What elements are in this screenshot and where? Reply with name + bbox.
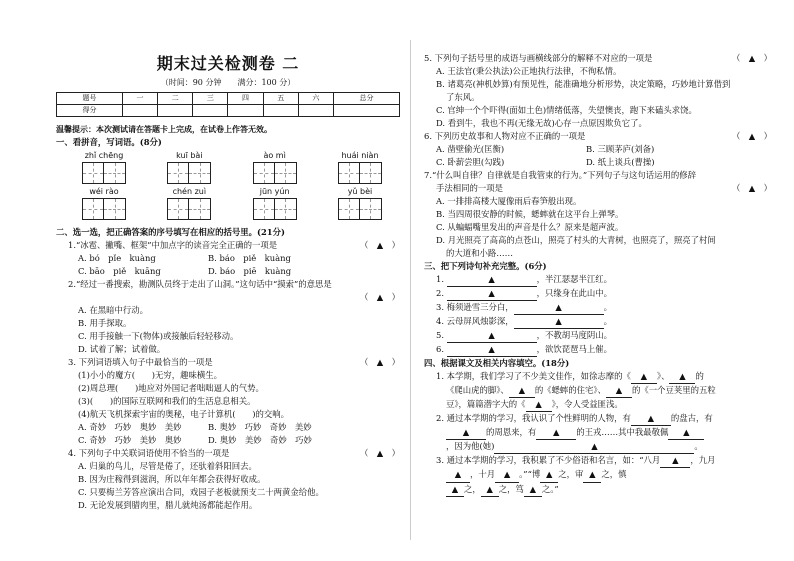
answer-slot[interactable]: （ ▲ ） (732, 183, 772, 194)
blank-input[interactable]: ▲ (540, 468, 558, 482)
fill-text: 2. 通过本学期的学习，我认识了个性鲜明的人物，有 (436, 413, 631, 424)
answer-slot[interactable]: （ ▲ ） (732, 131, 772, 142)
option[interactable]: A. 王法官(秉公执法)公正地执行法律，不徇私情。 (436, 66, 622, 77)
question-5 (424, 52, 772, 65)
fill-text: 。”“博 (519, 469, 541, 480)
sub-question: (4)航天飞机探索宇宙的奥秘，电子计算机( )的交响。 (78, 409, 290, 420)
pinyin-row-1 (72, 150, 392, 184)
fill-line: ，因为他(她) ▲ 。 (424, 440, 772, 454)
poem-line: 2. ▲ ，只缘身在此山中。 (424, 287, 772, 301)
option[interactable]: D. báo piē kuàng (208, 266, 292, 277)
pinyin-text: yǔ bèi (347, 187, 373, 196)
blank-input[interactable]: ▲ (631, 370, 657, 384)
option-continued: 了东风。 (446, 92, 480, 103)
poem-line: 1. ▲ ，半江瑟瑟半江红。 (424, 273, 772, 287)
option[interactable]: A. 奇妙 巧妙 奥妙 美妙 (78, 422, 182, 433)
fill-text: 1. 本学期，我们学习了不少美文佳作，如徐志摩的《 (436, 371, 631, 382)
score-header: 题号 (57, 93, 123, 105)
blank-input[interactable]: ▲ (494, 440, 694, 454)
pinyin-box (328, 150, 392, 184)
fill-text: 的周恩来，有 (486, 427, 537, 438)
option[interactable]: A. bó pǐe kuàng (78, 253, 156, 264)
score-header: 一 (122, 93, 157, 105)
option[interactable]: C. 只要梅兰芳答应演出合同，戏园子老板就预支二十两黄金给他。 (78, 487, 324, 498)
score-header: 五 (263, 93, 298, 105)
options-row (424, 143, 772, 156)
option[interactable]: D. 纸上谈兵(曹操) (586, 157, 655, 168)
options-row (56, 421, 400, 434)
fill-line (424, 370, 772, 384)
fill-text: 豆》，篇篇潜字大的《 (446, 399, 526, 410)
blank-input[interactable]: ▲ (514, 301, 604, 315)
pinyin-row-2 (72, 186, 392, 220)
fill-line (424, 412, 772, 426)
blank-input[interactable]: ▲ (526, 398, 552, 412)
options-row (56, 265, 400, 278)
fill-line (424, 468, 772, 482)
score-header: 二 (158, 93, 193, 105)
options-row (56, 434, 400, 447)
score-label: 得分 (57, 104, 123, 116)
poem-text: 4. 云母屏风烛影深， (436, 316, 514, 327)
writing-cell[interactable] (338, 198, 360, 220)
tip-text: 温馨提示：本次测试请在答题卡上完成，在试卷上作答无效。 (56, 124, 272, 134)
option[interactable]: D. 月光照亮了高高的点苍山，照亮了村头的大青树，也照亮了，照亮了村间 (436, 235, 716, 246)
blank-input[interactable]: ▲ (446, 468, 470, 482)
writing-cell[interactable] (338, 162, 360, 184)
fill-text: 的 (695, 371, 704, 382)
option[interactable]: B. 三顾茅庐(刘备) (586, 144, 655, 155)
section-2-title: 二、选一选，把正确答案的序号填写在相应的括号里。(21分) (56, 227, 285, 237)
option[interactable]: B. 奥妙 巧妙 奇妙 美妙 (208, 422, 312, 433)
question-text: 5. 下列句子括号里的成语与画横线部分的解释不对应的一项是 (424, 53, 653, 63)
option[interactable]: C. 奇妙 巧妙 美妙 奥妙 (78, 435, 182, 446)
question-1 (56, 239, 400, 252)
option[interactable]: C. 从蝙蝠嘴里发出的声音是什么？原来是超声波。 (436, 222, 624, 233)
sub-question: (2)周总理( )地应对外国记者咄咄逼人的气势。 (78, 383, 264, 394)
blank-input[interactable]: ▲ (631, 412, 671, 426)
option[interactable]: B. 因为庄稼得到滋润，所以年年都会获得好收成。 (78, 474, 266, 485)
score-cell[interactable] (263, 104, 298, 116)
left-column (56, 0, 400, 561)
poem-text: ，不教胡马度阴山。 (536, 330, 613, 341)
pinyin-box (72, 186, 136, 220)
blank-input[interactable]: ▲ (447, 343, 537, 357)
blank-input[interactable]: ▲ (447, 329, 537, 343)
fill-text: 之。” (541, 483, 559, 494)
option[interactable]: B. 诸葛亮(神机妙算)有预见性，能准确地分析形势，决定策略，巧妙地计算借到 (436, 79, 731, 90)
question-7: 7.“什么叫自律？自律就是自我管束的行为。”下列句子与这句话运用的修辞 (424, 170, 696, 181)
column-divider (410, 40, 411, 540)
option-continued: 的大道和小路…… (446, 248, 513, 259)
poem-text: 3. 梅须逊雪三分白， (436, 302, 514, 313)
fill-line (424, 384, 772, 398)
writing-cell[interactable] (253, 198, 275, 220)
blank-input[interactable]: ▲ (446, 426, 486, 440)
page-title: 期末过关检测卷 二 (156, 54, 300, 73)
option[interactable]: B. báo piě kuàng (208, 253, 291, 264)
blank-input[interactable]: ▲ (669, 370, 695, 384)
writing-cell[interactable] (189, 198, 211, 220)
fill-text: 3. 通过本学期的学习，我积累了不少俗语和名言，如：“八月 (436, 455, 661, 466)
sub-question: (3)( )的国际互联网和我们的生活息息相关。 (78, 396, 256, 407)
fill-text: ，因为他(她) (446, 441, 495, 452)
pinyin-text: kuī bài (176, 151, 203, 160)
question-text: 4. 下列句子中关联词语使用不恰当的一项是 (68, 448, 230, 459)
question-2: 2.“经过一番搜索，勘测队员终于走出了山洞。”这句话中“摸索”的意思是 (68, 279, 332, 290)
question-4 (56, 447, 400, 460)
option[interactable]: D. 奥妙 美妙 奇妙 巧妙 (208, 435, 312, 446)
question-6 (424, 130, 772, 143)
pinyin-text: wéi rào (89, 187, 119, 196)
writing-cell[interactable] (189, 162, 211, 184)
fill-text: 之，慎 (601, 469, 627, 480)
writing-cell[interactable] (82, 162, 104, 184)
fill-text: 《爬山虎的脚》、 (446, 385, 509, 396)
option[interactable]: A. 归巢的鸟儿，尽管是倦了，还驮着斜阳回去。 (78, 461, 257, 472)
fill-line (424, 483, 772, 497)
fill-text: ，九月 (690, 455, 716, 466)
pinyin-box (157, 150, 221, 184)
writing-cell[interactable] (275, 198, 297, 220)
fill-text: 之， (464, 483, 481, 494)
poem-text: ，欲饮琵琶马上催。 (536, 344, 613, 355)
option[interactable]: C. 官绅一个个吓得(面如土色)情绪低落，失望懊丧，跑下来磕头求饶。 (436, 105, 697, 116)
pinyin-box (72, 150, 136, 184)
fill-text: 的《蟋蟀的住宅》、 (534, 385, 606, 396)
score-cell[interactable] (333, 104, 399, 116)
poem-line: 5. ▲ ，不教胡马度阴山。 (424, 329, 772, 343)
pinyin-text: huái niàn (341, 151, 379, 160)
writing-cell[interactable] (360, 162, 382, 184)
fill-text: 之，审 (558, 469, 584, 480)
fill-text: 的盘古，有 (670, 413, 713, 424)
fill-text: 的王戎……其中我最敬佩 (576, 427, 669, 438)
question-7-cont (424, 182, 772, 195)
option[interactable]: C. 用手接触一下(物体)或接触后轻轻移动。 (78, 331, 239, 342)
option[interactable]: A. 凿壁偷光(匡衡) (436, 144, 505, 155)
blank-input[interactable]: ▲ (524, 483, 542, 497)
option[interactable]: D. 看到牛，我也不再(无缘无故)心存一点原因欺负它了。 (436, 118, 647, 129)
option[interactable]: B. 当四周很安静的时候，蟋蟀就在这平台上弹琴。 (436, 209, 624, 220)
blank-input[interactable]: ▲ (536, 426, 576, 440)
fill-line (424, 398, 772, 412)
blank-input[interactable]: ▲ (509, 384, 535, 398)
answer-slot[interactable]: （ ▲ ） (360, 292, 400, 303)
poem-line: 3. 梅须逊雪三分白， ▲ 。 (424, 301, 772, 315)
section-2 (56, 226, 400, 512)
option[interactable]: D. 试着了解；试着做。 (78, 344, 166, 355)
section-1-title: 一、看拼音，写词语。(8分) (56, 137, 162, 147)
fill-text: ，十月 (470, 469, 496, 480)
option[interactable]: B. 用手探取。 (78, 318, 132, 329)
option[interactable]: A. 一排排高楼大厦像雨后春笋般出现。 (436, 196, 582, 207)
blank-input[interactable]: ▲ (514, 315, 604, 329)
fill-line (424, 454, 772, 468)
score-cell[interactable] (193, 104, 228, 116)
blank-input[interactable]: ▲ (660, 454, 690, 468)
writing-cell[interactable] (82, 198, 104, 220)
score-cell[interactable] (298, 104, 333, 116)
blank-input[interactable]: ▲ (668, 426, 704, 440)
question-text: 6. 下列历史故事和人物对应不正确的一项是 (424, 131, 586, 142)
score-table (56, 92, 400, 117)
section-3-title: 三、把下列诗句补充完整。(6分) (424, 261, 547, 272)
option[interactable]: C. bāo piě kuāng (78, 266, 161, 277)
fill-text: 的《一个豆荚里的五粒 (632, 385, 716, 396)
blank-input[interactable]: ▲ (481, 483, 499, 497)
pinyin-box (157, 186, 221, 220)
score-header: 六 (298, 93, 333, 105)
answer-slot[interactable]: （ ▲ ） (360, 240, 400, 251)
answer-slot[interactable]: （ ▲ ） (732, 53, 772, 63)
pinyin-text: zhǐ chēng (84, 151, 124, 160)
option[interactable]: D. 无论发展到腊肉里，腊儿就炖汤都能起作用。 (78, 500, 258, 511)
poem-text: ，半江瑟瑟半江红。 (536, 274, 613, 285)
writing-cell[interactable] (253, 162, 275, 184)
writing-cell[interactable] (167, 198, 189, 220)
options-row (424, 156, 772, 169)
writing-cell[interactable] (167, 162, 189, 184)
pinyin-text: chén zuì (172, 187, 207, 196)
blank-input[interactable]: ▲ (495, 468, 519, 482)
score-cell[interactable] (122, 104, 157, 116)
pinyin-box (328, 186, 392, 220)
score-header: 三 (193, 93, 228, 105)
question-text: 3. 下列词语填入句子中最恰当的一项是 (68, 357, 213, 368)
fill-text: 》，令人受益匪浅。 (551, 399, 623, 410)
poem-line: 4. 云母屏风烛影深， ▲ 。 (424, 315, 772, 329)
question-text: 手法相同的一项是 (436, 183, 503, 194)
writing-cell[interactable] (104, 162, 126, 184)
pinyin-text: jūn yún (259, 187, 290, 196)
pinyin-text: ào mì (263, 151, 286, 160)
blank-input[interactable]: ▲ (606, 384, 632, 398)
blank-input[interactable]: ▲ (446, 483, 464, 497)
score-cell[interactable] (158, 104, 193, 116)
right-content (424, 52, 772, 497)
poem-line: 6. ▲ ，欲饮琵琶马上催。 (424, 343, 772, 357)
score-header: 总分 (333, 93, 399, 105)
sub-question: (1)小小的魔方( )无穷，趣味横生。 (78, 370, 223, 381)
answer-slot[interactable]: （ ▲ ） (360, 357, 400, 368)
right-column (424, 0, 772, 561)
writing-cell[interactable] (275, 162, 297, 184)
poem-text: ，只缘身在此山中。 (536, 288, 613, 299)
score-header: 四 (228, 93, 263, 105)
writing-cell[interactable] (360, 198, 382, 220)
blank-input[interactable]: ▲ (583, 468, 601, 482)
answer-slot[interactable]: （ ▲ ） (360, 448, 400, 459)
pinyin-box (243, 186, 307, 220)
blank-input[interactable]: ▲ (447, 273, 537, 287)
fill-line (424, 426, 772, 440)
score-cell[interactable] (228, 104, 263, 116)
blank-input[interactable]: ▲ (447, 287, 537, 301)
pinyin-box (243, 150, 307, 184)
options-row (56, 252, 400, 265)
question-text: 1.“冰雹、撇嘴、框架”中加点字的读音完全正确的一项是 (68, 240, 278, 251)
page-subtitle: （时间：90 分钟 满分：100 分） (160, 78, 296, 87)
section-4-title: 四、根据课文及相关内容填空。(18分) (424, 358, 570, 369)
question-3 (56, 356, 400, 369)
option[interactable]: A. 在黑暗中行动。 (78, 305, 148, 316)
fill-text: 之，笃 (498, 483, 524, 494)
writing-cell[interactable] (104, 198, 126, 220)
fill-text: 》、 (656, 371, 670, 382)
option[interactable]: C. 卧薪尝胆(勾践) (436, 157, 505, 168)
